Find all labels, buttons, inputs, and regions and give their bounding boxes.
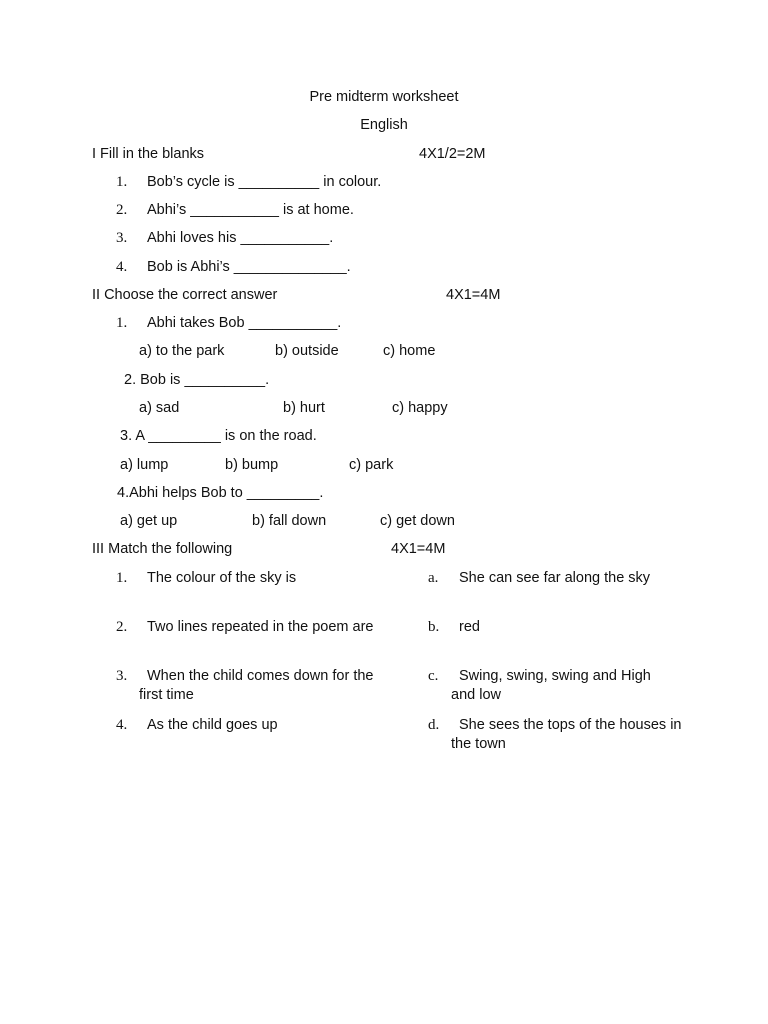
match-right-text-continued: and low <box>451 687 501 703</box>
s2-option: b) fall down <box>252 513 327 529</box>
match-left-number: 4. <box>116 717 128 733</box>
s2-option: c) home <box>383 343 436 359</box>
s1-item-text: Abhi’s ___________ is at home. <box>147 202 354 218</box>
s2-question-text: 2. Bob is __________. <box>124 372 270 388</box>
worksheet-title: Pre midterm worksheet <box>309 89 459 105</box>
match-left-number: 3. <box>116 668 128 684</box>
s2-question-text: Abhi takes Bob ___________. <box>147 315 342 331</box>
subject-title: English <box>360 117 408 133</box>
s2-question-number: 1. <box>116 315 128 331</box>
match-right-letter: a. <box>428 570 439 586</box>
match-left-text: Two lines repeated in the poem are <box>147 619 374 635</box>
match-left-text: The colour of the sky is <box>147 570 297 586</box>
section3-marks: 4X1=4M <box>391 541 446 557</box>
match-left-text: As the child goes up <box>147 717 278 733</box>
match-left-text: When the child comes down for the <box>147 668 374 684</box>
match-right-text: red <box>459 619 480 635</box>
section1-marks: 4X1/2=2M <box>419 146 486 162</box>
s2-option: a) get up <box>120 513 178 529</box>
s2-option: c) happy <box>392 400 448 416</box>
s2-option: a) to the park <box>139 343 225 359</box>
match-right-text: Swing, swing, swing and High <box>459 668 651 684</box>
s2-question-text: 4.Abhi helps Bob to _________. <box>117 485 324 501</box>
s1-item-number: 2. <box>116 202 128 218</box>
s2-option: c) get down <box>380 513 455 529</box>
s2-option: c) park <box>349 457 394 473</box>
s2-question-text: 3. A _________ is on the road. <box>120 428 317 444</box>
s1-item-number: 4. <box>116 259 128 275</box>
match-right-text: She can see far along the sky <box>459 570 651 586</box>
s1-item-text: Abhi loves his ___________. <box>147 230 334 246</box>
s2-option: a) lump <box>120 457 169 473</box>
match-left-number: 1. <box>116 570 128 586</box>
s2-option: b) hurt <box>283 400 325 416</box>
match-right-letter: c. <box>428 668 439 684</box>
s1-item-number: 3. <box>116 230 128 246</box>
s1-item-text: Bob’s cycle is __________ in colour. <box>147 174 382 190</box>
section2-heading: II Choose the correct answer <box>92 287 278 303</box>
match-right-text: She sees the tops of the houses in <box>459 717 682 733</box>
match-right-letter: d. <box>428 717 440 733</box>
section3-heading: III Match the following <box>92 541 233 557</box>
match-right-text-continued: the town <box>451 736 506 752</box>
match-left-text-continued: first time <box>139 687 194 703</box>
match-left-number: 2. <box>116 619 128 635</box>
s2-option: a) sad <box>139 400 180 416</box>
s2-option: b) bump <box>225 457 279 473</box>
section1-heading: I Fill in the blanks <box>92 146 205 162</box>
match-right-letter: b. <box>428 619 440 635</box>
section2-marks: 4X1=4M <box>446 287 501 303</box>
s1-item-number: 1. <box>116 174 128 190</box>
s2-option: b) outside <box>275 343 339 359</box>
s1-item-text: Bob is Abhi’s ______________. <box>147 259 351 275</box>
